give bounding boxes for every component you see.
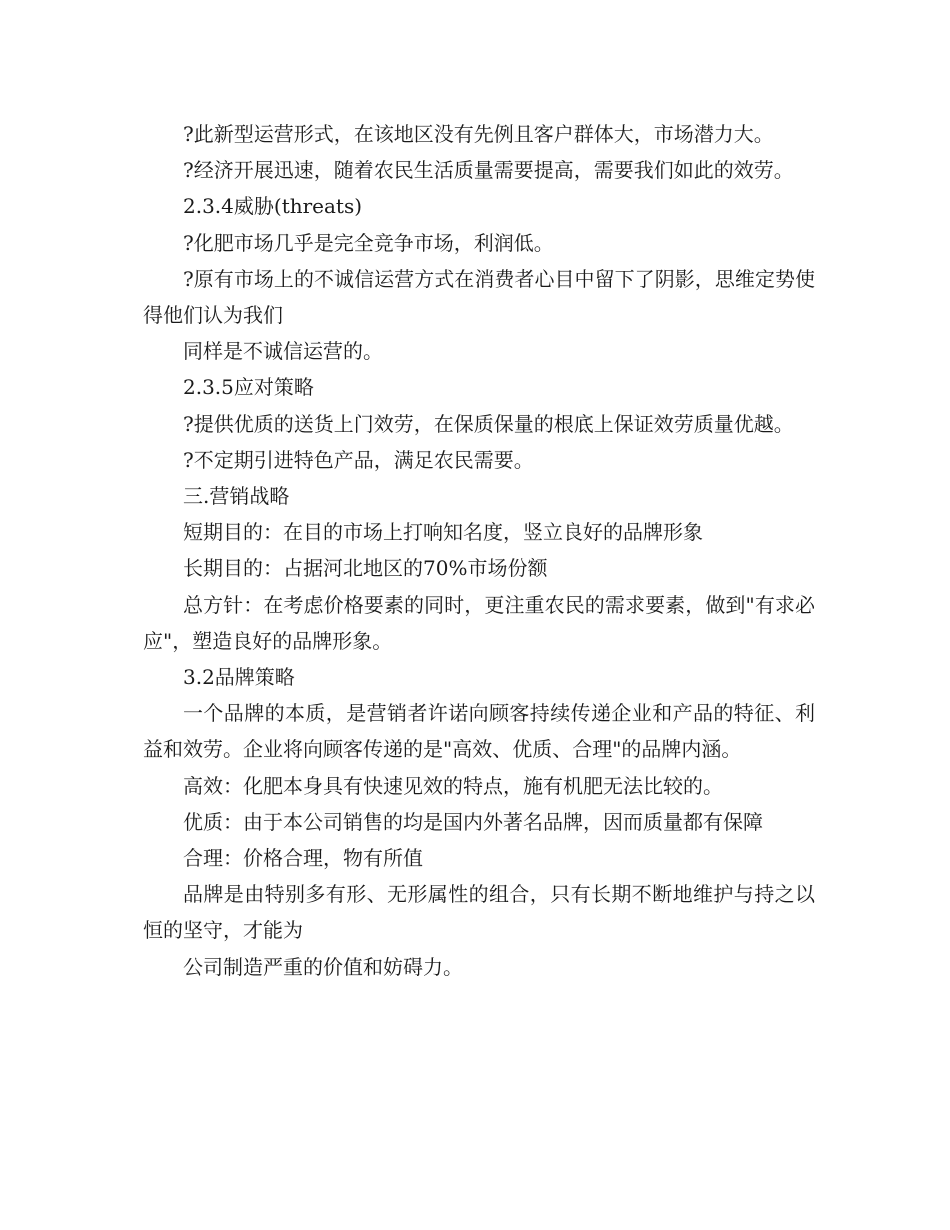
- body-text: [143, 116, 815, 985]
- paragraph: 优质：由于本公司销售的均是国内外著名品牌，因而质量都有保障: [183, 809, 763, 834]
- paragraph: ?不定期引进特色产品，满足农民需要。: [183, 447, 534, 472]
- paragraph: 一个品牌的本质，是营销者许诺向顾客持续传递企业和产品的特征、利益和效劳。企业将向顾客传递的是"高效、优质、合理"的品牌内涵。: [143, 701, 815, 762]
- paragraph: 长期目的：占据河北地区的70%市场份额: [183, 556, 548, 581]
- paragraph: ?原有市场上的不诚信运营方式在消费者心目中留下了阴影，思维定势使得他们认为我们: [143, 266, 815, 328]
- paragraph: ?化肥市场几乎是完全竞争市场，利润低。: [183, 230, 554, 255]
- paragraph: ?提供优质的送货上门效劳，在保质保量的根底上保证效劳质量优越。: [183, 411, 794, 436]
- paragraph: 合理：价格合理，物有所值: [183, 846, 423, 871]
- section-heading: 2.3.4威胁(threats): [183, 194, 363, 219]
- paragraph: 品牌是由特别多有形、无形属性的组合，只有长期不断地维护与持之以恒的坚守，才能为: [143, 882, 815, 943]
- paragraph: 总方针：在考虑价格要素的同时，更注重农民的需求要素，做到"有求必应"，塑造良好的品牌形象。: [143, 592, 815, 653]
- section-heading: 三.营销战略: [183, 484, 290, 509]
- section-heading: 2.3.5应对策略: [183, 375, 314, 400]
- paragraph: ?经济开展迅速，随着农民生活质量需要提高，需要我们如此的效劳。: [183, 158, 794, 183]
- section-heading: 3.2品牌策略: [183, 665, 295, 690]
- paragraph: 同样是不诚信运营的。: [183, 339, 383, 364]
- paragraph: 高效：化肥本身具有快速见效的特点，施有机肥无法比较的。: [183, 773, 723, 798]
- paragraph: 公司制造严重的价值和妨碍力。: [183, 954, 463, 979]
- paragraph: ?此新型运营形式，在该地区没有先例且客户群体大，市场潜力大。: [183, 122, 774, 146]
- paragraph: 短期目的：在目的市场上打响知名度，竖立良好的品牌形象: [183, 520, 703, 545]
